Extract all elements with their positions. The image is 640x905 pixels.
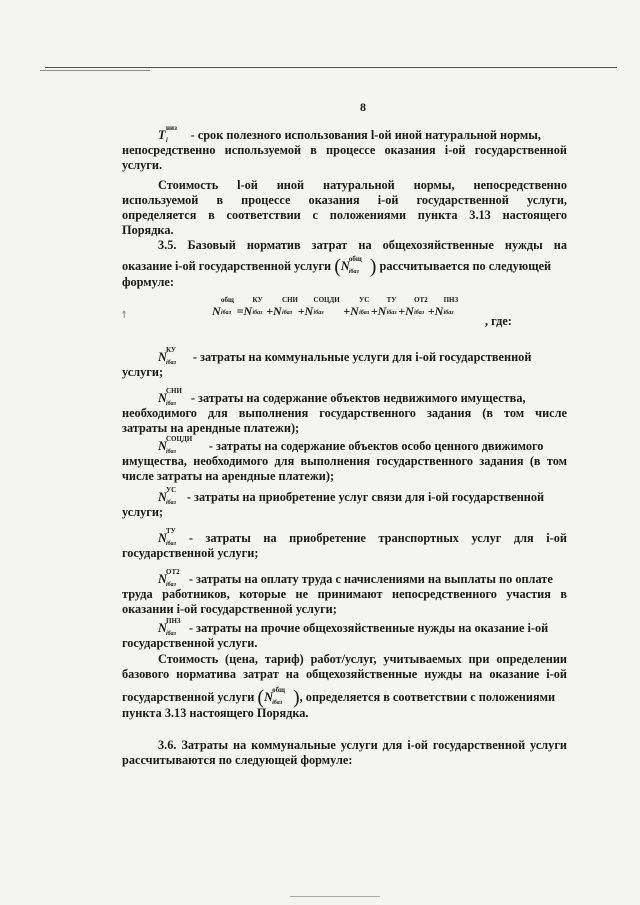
header-rule (45, 67, 617, 68)
bottom-mark (290, 896, 380, 897)
formula-gde: , где: (485, 314, 512, 328)
paragraph-stoimost-rabot: Стоимость (цена, тариф) работ/услуг, учитываемых при определении базового норматива затрат на общехозяйственные нужды на оказание i-ой государственной услуги (N общ iбаз ), определяется в соответствии с положениями пункта 3.13 настоящего Порядка. (122, 652, 567, 720)
paragraph-stoimost: Стоимость l-ой иной натуральной нормы, непосредственно используемой в процессе оказания i-ой государственной услуги, определяется в соответствии с положениями пункта 3.13 настоящего Порядка. (122, 178, 567, 237)
paragraph-3-5: 3.5. Базовый норматив затрат на общехозяйственные нужды на оказание i-ой государственной услуги (N общ iбаз ) рассчитывается по следующей формуле: (122, 238, 567, 289)
header-rule-left (40, 70, 150, 71)
symbol-n-obsh-2: N общ iбаз (264, 686, 285, 706)
definition-ot2: N ОТ2 iбаз - затраты на оплату труда с начислениями на выплаты по оплате труда работников, которые не принимают непосредственного участия в оказании i-ой государственной услуги; (122, 568, 567, 616)
page-number: 8 (360, 100, 366, 114)
scan-mark: ↟ (120, 310, 129, 321)
paragraph-3-6: 3.6. Затраты на коммунальные услуги для i-ой государственной услуги рассчитываются по следующей формуле: (122, 738, 567, 767)
symbol-n-obsh: N общ iбаз (340, 255, 362, 275)
definition-pnz: N ПНЗ iбаз - затраты на прочие общехозяйственные нужды на оказание i-ой государственной услуги. (122, 617, 549, 650)
definition-socdi: N СОЦДИ iбаз - затраты на содержание объектов особо ценного движимого имущества, необходимого для выполнения государственного задания (в том числе затраты на арендные платежи); (122, 435, 567, 483)
paragraph-srok: T низ l - срок полезного использования l-ой иной натуральной нормы, непосредственно используемой в процессе оказания i-ой государственной услуги. (122, 124, 567, 172)
formula-obsh: N общ iбаз =N КУ iбаз +N СНИ iбаз +N СОЦДИ iбаз +N УС iбаз +N ТУ iбаз +N ОТ2 iбаз +N ПНЗ iбаз (212, 296, 459, 318)
definition-ku: N КУ iбаз - затраты на коммунальные услуги для i-ой государственной услуги; (122, 346, 532, 379)
symbol-t-pnz: T низ l (158, 124, 177, 144)
definition-us: N УС iбаз - затраты на приобретение услуг связи для i-ой государственной услуги; (122, 486, 545, 519)
definition-tu: N ТУ iбаз - затраты на приобретение транспортных услуг для i-ой государственной услуги; (122, 527, 567, 560)
definition-sni: N СНИ iбаз - затраты на содержание объектов недвижимого имущества, необходимого для выполнения государственного задания (в том числе затраты на арендные платежи); (122, 387, 567, 435)
